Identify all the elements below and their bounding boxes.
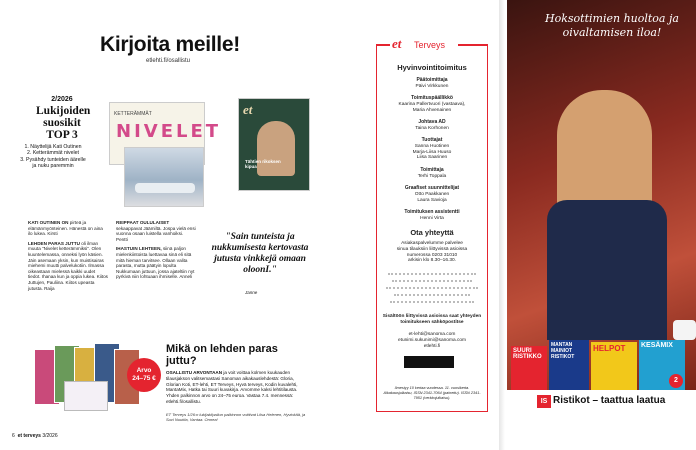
page-subtitle: etlehti.fi/osallistu bbox=[146, 58, 191, 64]
is-logo: IS bbox=[537, 395, 551, 408]
letter-text: sekaappavat Jäämiltä. Jospa vielä ensi vuonna osaan luistella vanhoiksi. Pentti bbox=[116, 225, 196, 242]
thumbnail-word: NIVELET bbox=[116, 121, 222, 142]
role-name: Taina Korhonen bbox=[415, 125, 449, 131]
role-name: Terhi Toppala bbox=[417, 173, 447, 179]
contest-title: Mikä on lehden paras juttu? bbox=[166, 343, 278, 367]
colophon-title: Hyvinvointitoimitus bbox=[397, 63, 467, 72]
ad-brand-text: Ristikot – taattua laatua bbox=[553, 395, 666, 406]
colophon-border-top bbox=[376, 44, 390, 46]
role-name: Liisa Saarinen bbox=[416, 155, 448, 161]
email-address[interactable]: et-lehti@sanoma.com bbox=[408, 332, 456, 337]
fineprint-line bbox=[394, 294, 470, 298]
top3-heading: Lukijoiden suosikit TOP 3 bbox=[36, 105, 91, 141]
contact-fineprint-block bbox=[380, 270, 484, 312]
magazine-cover: MANTAN MAINIOT RISTIKOT bbox=[549, 340, 589, 390]
magazine-cover: HELPOT bbox=[591, 342, 637, 390]
colophon-border-top bbox=[458, 44, 488, 46]
fineprint-line bbox=[386, 287, 478, 291]
colophon-role bbox=[380, 138, 484, 161]
contact-line: sinua tilauksiin liittyvissä asioissa bbox=[396, 246, 468, 252]
colophon-role bbox=[380, 168, 484, 180]
role-name: Päivi Virkkunen bbox=[415, 83, 449, 89]
role-title: Graafiset suunnittelijat bbox=[404, 185, 460, 191]
top3-item: 1. Näyttelijä Kati Outinen bbox=[24, 144, 82, 150]
role-title: Toimituspäällikkö bbox=[411, 95, 453, 101]
page-number: 6 bbox=[12, 433, 15, 439]
letter-lead: KATI OUTINEN ON bbox=[28, 220, 69, 225]
colophon-role bbox=[380, 78, 484, 90]
certification-logo bbox=[404, 356, 454, 368]
role-name: Sanna Huotinen bbox=[414, 143, 450, 149]
email-list bbox=[380, 332, 484, 349]
coffee-cup bbox=[673, 320, 696, 340]
ad-bottom-margin bbox=[507, 414, 696, 450]
letter-text: pirteä ja elämänmyönteinen. Hänestä on aina ilo lukea. Kirsti bbox=[28, 220, 103, 237]
role-name: Laura Savioja bbox=[417, 197, 447, 203]
ad-page bbox=[507, 0, 696, 450]
content-contact-title: Sisältöön liittyvissä asioissa saat yhteyden toimitukseen sähköpostitse bbox=[382, 314, 482, 325]
contact-line: arkisin klo 8.30–16.30. bbox=[408, 258, 456, 264]
top3-item: 3. Pysähdy tunteiden äärelle ja nuku paremmin bbox=[20, 156, 86, 170]
thumbnail-caption: KETTERÄMMÄT bbox=[114, 111, 152, 117]
page-folio bbox=[12, 433, 58, 439]
ice-floe-shape bbox=[135, 183, 195, 193]
contact-title: Ota yhteyttä bbox=[410, 228, 454, 237]
role-title: Toimituksen assistentti bbox=[404, 209, 460, 215]
page-title: Kirjoita meille! bbox=[100, 33, 240, 56]
letter-lead: IHASTUIN LEHTEEN, bbox=[116, 246, 162, 252]
fineprint-line bbox=[390, 301, 474, 305]
cover-logo: et bbox=[243, 102, 253, 117]
colophon-role bbox=[380, 120, 484, 132]
magazine-cover: KESÄMIX bbox=[639, 340, 685, 390]
contest-body: ja voit voittaa kolmen kuukauden tilausjakson valitsemastasi Sanoman aikakauslehdestä: Gloria, Glorian Koti, ET-lehti, ET Terveys, Hyvä terveys, Kodin kuvalehti, MantaMix, Hatka tai Suuri kuvakirja. Arvomme kaksi lehtitilausta. Yhden palkinnon arvo on 24–75 euroa. Vastaa 7.4. mennessä: etlehti.fi/osallistu. bbox=[166, 370, 298, 404]
role-name: Henni Virta bbox=[420, 215, 444, 221]
top3-item: 2. Ketterämmät nivelet bbox=[27, 150, 79, 157]
role-title: Toimittaja bbox=[420, 167, 444, 173]
fineprint-line bbox=[388, 273, 476, 277]
colophon-role bbox=[380, 210, 484, 222]
colophon-role bbox=[380, 96, 484, 113]
contest-lead: OSALLISTU ARVONTAAN bbox=[166, 370, 223, 375]
price-badge-label: Arvo bbox=[136, 367, 152, 374]
contact-info bbox=[380, 241, 484, 264]
fineprint-line bbox=[392, 280, 472, 284]
cover-price-badge: 2 bbox=[669, 374, 683, 388]
letters-column-1 bbox=[28, 220, 108, 291]
folio-issue: 3/2026 bbox=[42, 433, 58, 439]
letter-lead: LEHDEN PARAS JUTTU bbox=[28, 240, 80, 246]
ad-slogan: Hoksottimien huoltoa ja oivaltamisen iloa! bbox=[545, 12, 679, 39]
letter-text: siinä paljon mielenkiintoista luettavaa sinä eli sitä mitä hieman tarvitsee. Ollaan valita parasta, mutta päätyin lopulta Nukkumaan juttuun, jossa ajateltiin nyt pyrkivä niin lohtuaan ihmiselle. Anneli bbox=[116, 246, 195, 280]
pull-quote: "Sain tunteista ja nukkumisesta kertovasta jutusta vinkkejä omaan oloonI." bbox=[211, 232, 309, 275]
terveys-logo-word: Terveys bbox=[414, 40, 446, 50]
role-title: Johtava AD bbox=[418, 119, 446, 125]
et-logo: et bbox=[392, 36, 402, 51]
woman-sweater bbox=[547, 200, 667, 340]
colophon-role bbox=[380, 186, 484, 203]
contest-text bbox=[166, 370, 308, 405]
cover-caption: Tähtien rikoksen kipua bbox=[245, 159, 281, 169]
contact-line: Asiakaspalvelumme palvelee bbox=[401, 241, 463, 246]
puzzle-magazines bbox=[511, 340, 691, 390]
quote-author: Janne bbox=[245, 290, 258, 295]
letters-column-2 bbox=[116, 220, 196, 280]
website-link[interactable]: etlehti.fi bbox=[423, 343, 441, 349]
magazine-cover: SUURI RISTIKKO bbox=[511, 346, 547, 390]
folio-brand: et terveys bbox=[17, 433, 41, 439]
page-gutter bbox=[499, 0, 505, 450]
role-name: Marja-Liisa Huuso bbox=[412, 149, 452, 155]
role-name: Kaarina Pallertvuori (vastaava), bbox=[398, 101, 466, 107]
role-name: Maria Ahvenainen bbox=[412, 107, 452, 113]
contact-line: numerossa 0203 31010 bbox=[406, 252, 458, 258]
price-badge bbox=[127, 358, 161, 392]
email-address[interactable]: etunimi.sukunimi@sanoma.com bbox=[397, 337, 467, 343]
price-badge-value: 24–75 € bbox=[132, 374, 156, 382]
role-name: Otto Paakkanen bbox=[414, 191, 450, 197]
article-thumbnail-sea bbox=[124, 147, 204, 207]
role-title: Päätoimittaja bbox=[416, 77, 448, 83]
top3-list bbox=[20, 144, 86, 170]
colophon-footer: Ilmestyy 10 kertaa vuodessa. 11. vuosikerta. Aikakausjulkaisu, ISSN 2341-7064 (painettu). ISSN 2341-7951 (verkkojulkaisu). bbox=[383, 386, 481, 400]
role-title: Tuottajat bbox=[421, 137, 443, 143]
issue-label: 2/2026 bbox=[51, 96, 73, 103]
magazine-cover-thumbnail bbox=[238, 98, 310, 191]
contest-winners-note: ET Terveys 1/26:n lukijakilpailun palkinnon voittivat Liisa Helenen, Hyvinkää, ja Suvi Nuuttia, Vantaa. Onnea! bbox=[166, 412, 306, 422]
magazine-cover bbox=[64, 381, 108, 411]
letter-text: oli ilman muuta "Nivelet ketterämmiksi". Olen kuuntelemassa, onneksi lyön käsien. Jäin asemaan yksin, kun muistisairas miehemi muutti palvelukotiin. Ilmassa oikeastaan mielessä kaikki uudet tiedot. Ihanaa kun ja oppia lukea. Kiitos Juttujen, Pauliina. Kiitos upeasta jutusta. Raija bbox=[28, 240, 108, 291]
letter-lead: REIPPAAT OULULAISET bbox=[116, 220, 170, 225]
